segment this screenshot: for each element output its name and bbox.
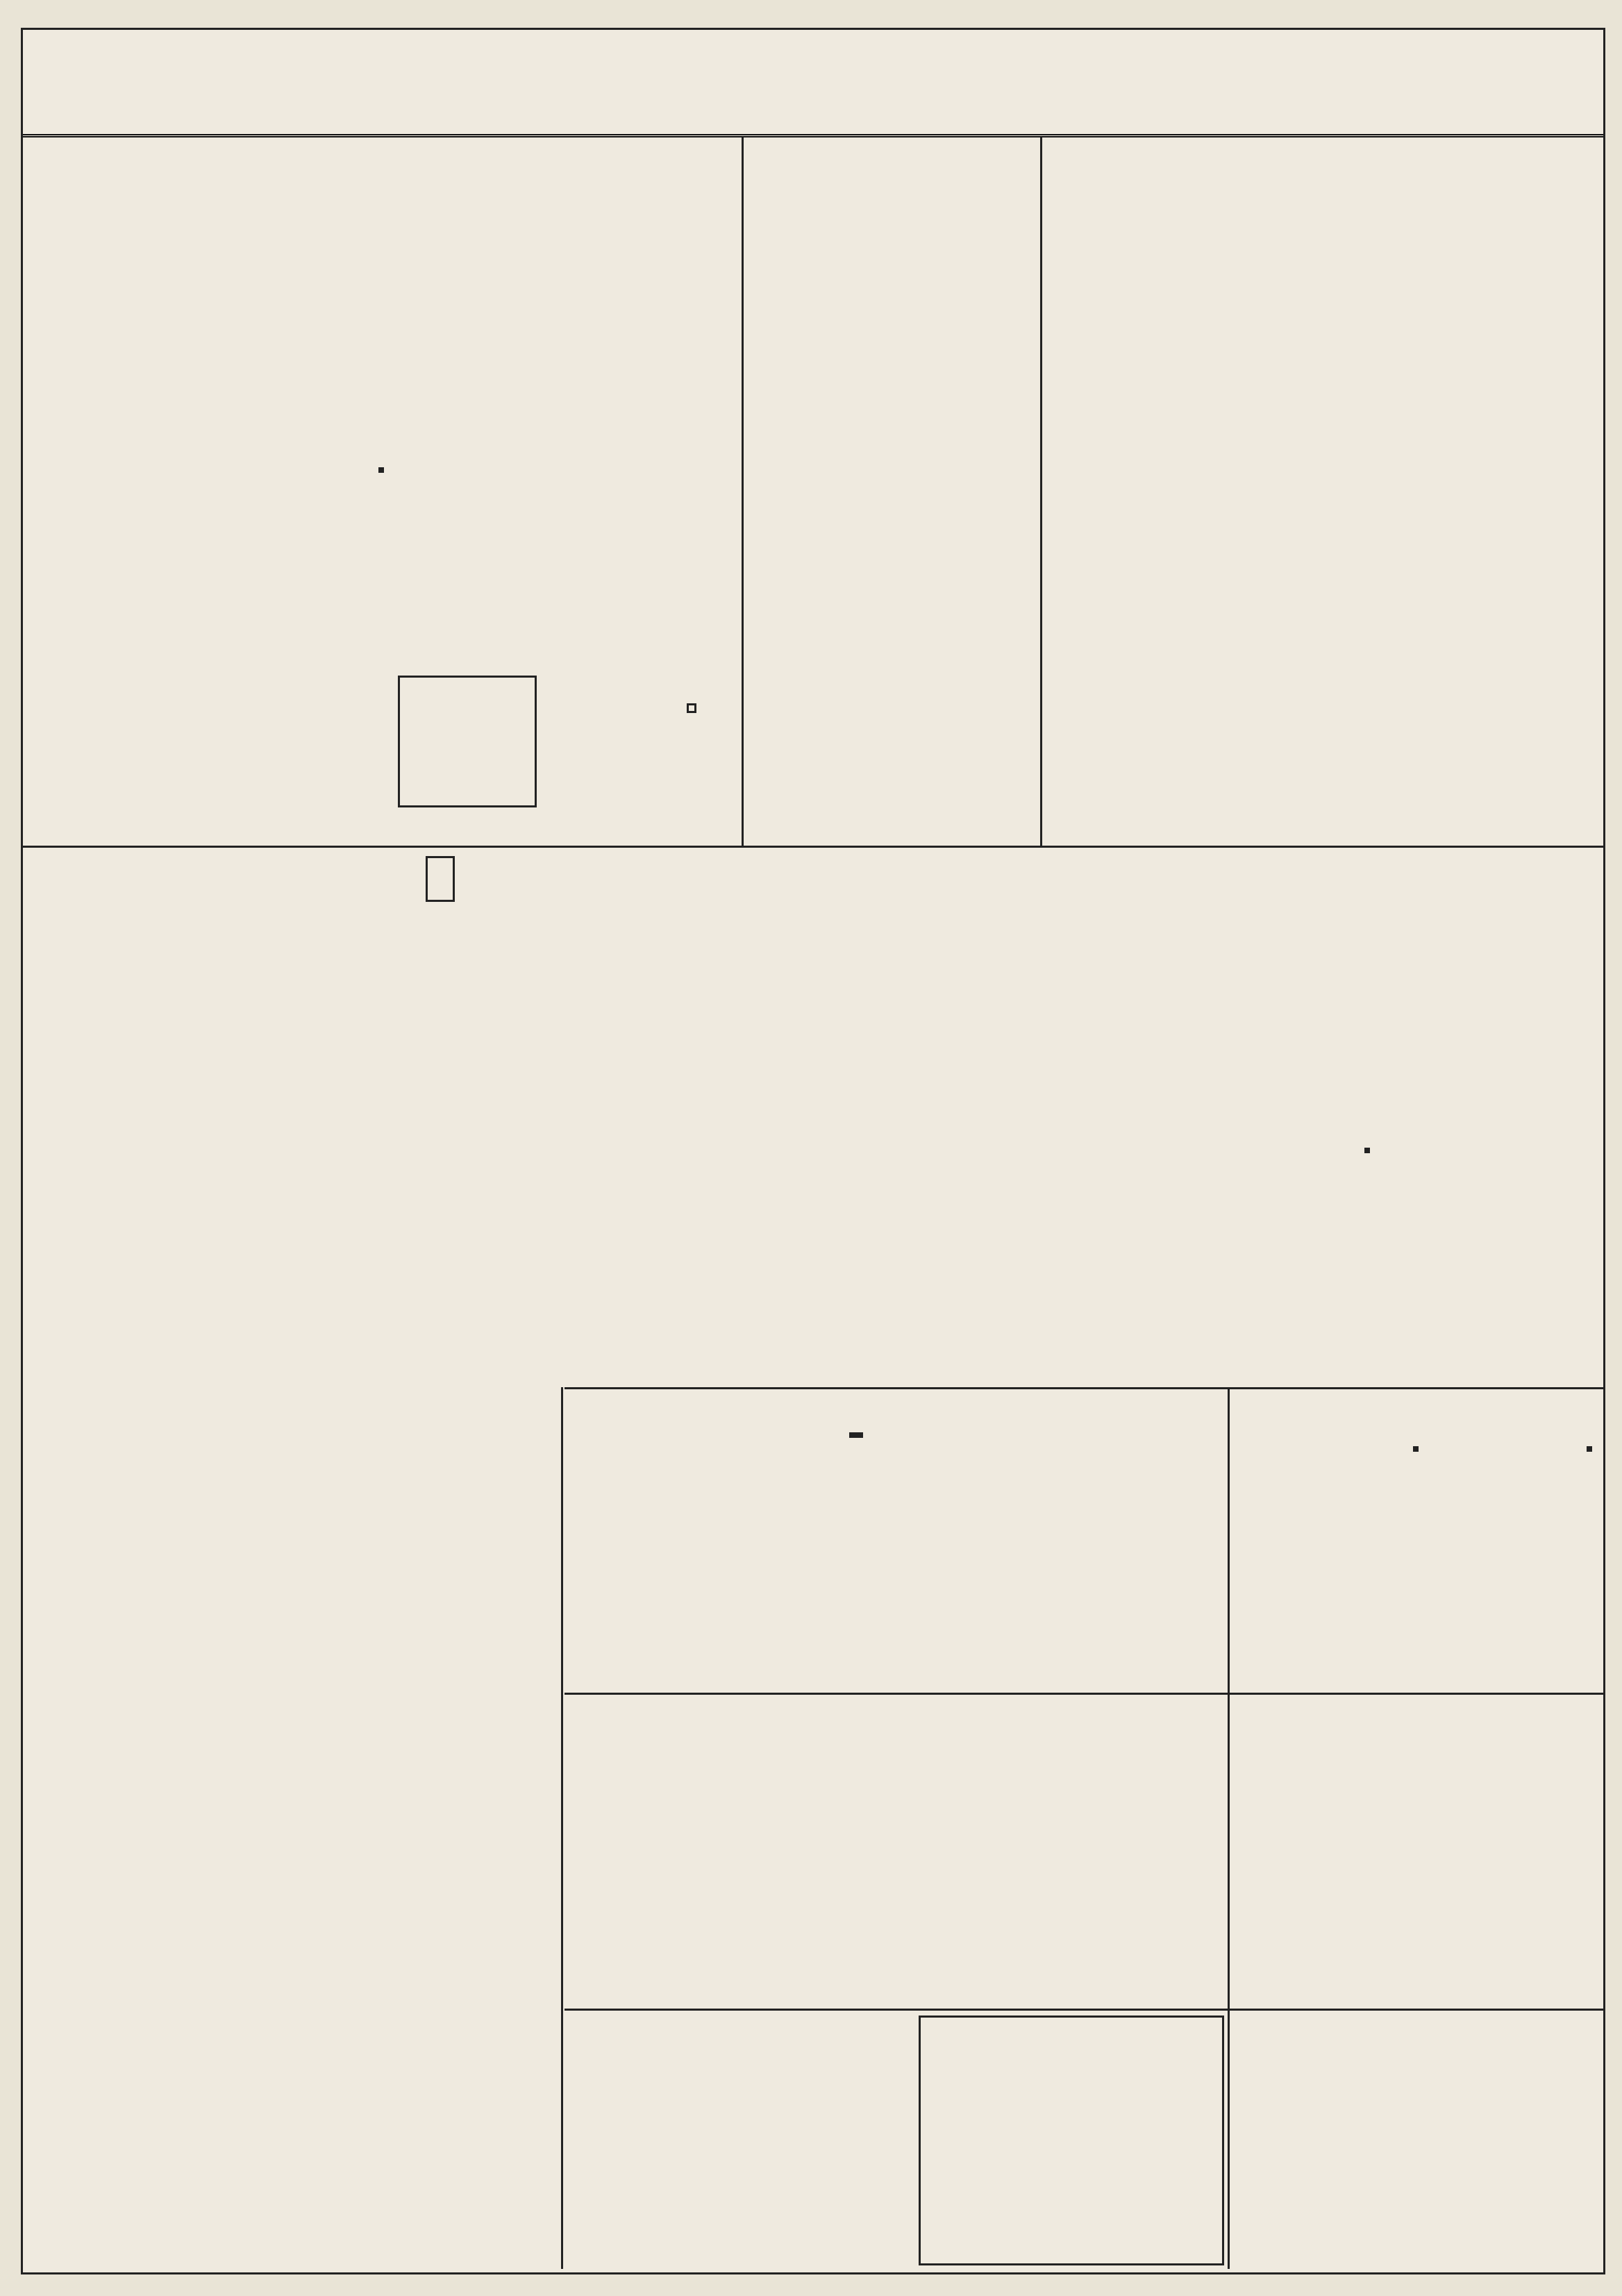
divider: [565, 2009, 1603, 2011]
article-goering: [1384, 1141, 1599, 1439]
article-left-column: [30, 144, 738, 450]
article-air-raid: [571, 1391, 1064, 1627]
article-delegation: [1231, 1432, 1425, 1682]
quote: [687, 703, 696, 713]
article-body: [571, 2022, 620, 2259]
article-soviet-revolution: [745, 144, 1037, 811]
article-body: [1238, 1439, 1335, 1675]
article-shao-volunteers: [1231, 2016, 1599, 2265]
kicker: [1364, 1148, 1370, 1153]
article-body: [692, 453, 731, 682]
divider: [1228, 1387, 1230, 2269]
article-body: [923, 2025, 1118, 2254]
article-left-bottom: [30, 1391, 558, 2265]
article-body: [571, 1516, 1057, 1620]
divider: [1040, 137, 1042, 846]
article-body: [1432, 1148, 1599, 1432]
article-body: [724, 1703, 835, 1995]
article-germany-norway: [1064, 849, 1599, 1141]
article-fenghuang: [717, 1696, 884, 2002]
article-body: [1439, 1439, 1544, 1675]
article-jiangnan: [523, 446, 731, 689]
article-swiss: [1078, 1432, 1217, 1682]
article-body: [544, 856, 808, 1370]
headline: [1413, 1446, 1419, 1452]
article-body: [1238, 1703, 1474, 1995]
article-body: [1509, 2022, 1599, 2259]
headline: [426, 856, 455, 902]
article-body: [710, 2022, 814, 2259]
article-body: [1085, 1439, 1169, 1675]
article-balkan: [814, 960, 1106, 1391]
article-western-front: [183, 460, 391, 807]
article-body: [1127, 1148, 1203, 1432]
article-body: [578, 1703, 662, 1995]
article-wounded: [703, 2016, 912, 2265]
article-finland: [1044, 144, 1599, 846]
headline: [849, 1432, 863, 1438]
divider: [23, 846, 1603, 848]
article-body: [403, 685, 479, 803]
article-cars: [571, 1696, 710, 2002]
headline: [1587, 1446, 1592, 1452]
kicker: [378, 467, 384, 473]
divider: [561, 1387, 563, 2269]
article-body: [821, 967, 898, 1384]
newspaper-page: [21, 28, 1605, 2274]
divider: [742, 137, 744, 846]
article-body: [523, 453, 565, 682]
article-return: [1432, 1432, 1599, 1682]
article-hunan-council: [1231, 1696, 1599, 2002]
divider: [565, 1387, 1603, 1389]
article-ma-couple: [398, 676, 537, 807]
article-body: [1071, 856, 1412, 1134]
divider: [565, 1693, 1603, 1695]
article-german-air: [1120, 1141, 1377, 1439]
article-cold-clothes: [565, 2016, 696, 2265]
article-body: [37, 1391, 558, 2259]
article-body: [530, 703, 655, 870]
article-entertainment: [919, 2016, 1224, 2265]
article-body: [37, 151, 738, 443]
article-xinqianghe: [30, 849, 814, 1377]
article-body: [752, 151, 835, 776]
article-body: [30, 856, 377, 1370]
masthead: [23, 30, 1603, 137]
article-body: [1051, 165, 1342, 832]
article-body: [190, 467, 266, 794]
